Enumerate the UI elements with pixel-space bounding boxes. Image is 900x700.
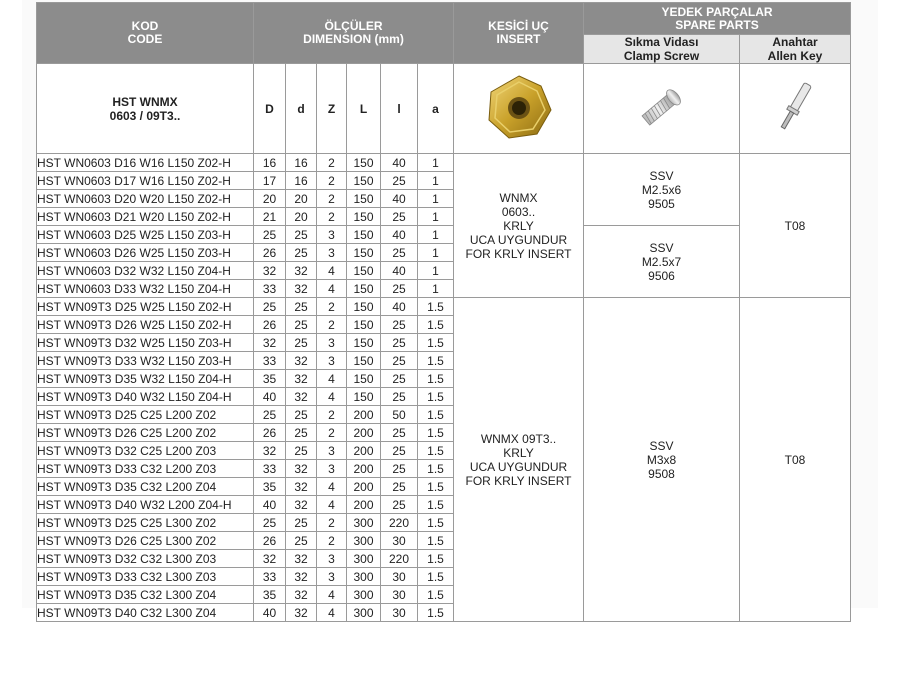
product-code: HST WN09T3 D32 C25 L200 Z03: [37, 442, 254, 460]
insert-header-en: INSERT: [496, 32, 541, 46]
dim-Z-value: 4: [317, 496, 347, 514]
clamp-screw-spec: [584, 298, 740, 622]
dim-Z-value: 3: [317, 334, 347, 352]
dim-L-value: 200: [347, 406, 381, 424]
dim-d-value: 25: [286, 298, 317, 316]
dim-D-value: 40: [254, 604, 286, 622]
dim-Z-value: 2: [317, 316, 347, 334]
dim-D-value: 17: [254, 172, 286, 190]
dim-D-value: 32: [254, 262, 286, 280]
dim-L-value: 200: [347, 478, 381, 496]
table-body: [37, 154, 851, 622]
insert-text-line: 0603..: [501, 204, 536, 219]
spare-header-en: SPARE PARTS: [675, 17, 759, 32]
series-name: HST WNMX: [112, 94, 178, 109]
insert-compatibility: [454, 154, 584, 298]
dim-a-value: 1.5: [418, 568, 454, 586]
product-code: HST WN09T3 D26 C25 L300 Z02: [37, 532, 254, 550]
dim-L-value: 200: [347, 442, 381, 460]
dim-L-value: 150: [347, 154, 381, 172]
clamp-screw-spec: [584, 154, 740, 226]
dim-l-value: 40: [381, 190, 418, 208]
table-row: [37, 298, 851, 316]
dim-L-value: 300: [347, 586, 381, 604]
screw-text-line: M2.5x7: [641, 254, 682, 269]
dim-col-D: D: [254, 64, 286, 154]
dim-a-value: 1.5: [418, 532, 454, 550]
product-code: HST WN0603 D26 W25 L150 Z03-H: [37, 244, 254, 262]
insert-text-line: UCA UYGUNDUR: [469, 232, 568, 247]
dim-Z-value: 3: [317, 568, 347, 586]
dim-L-value: 150: [347, 208, 381, 226]
dim-a-value: 1.5: [418, 550, 454, 568]
product-code: HST WN0603 D25 W25 L150 Z03-H: [37, 226, 254, 244]
dim-l-value: 25: [381, 370, 418, 388]
dim-Z-value: 3: [317, 550, 347, 568]
product-code: HST WN09T3 D35 W32 L150 Z04-H: [37, 370, 254, 388]
screw-icon: [627, 77, 697, 137]
dim-d-value: 32: [286, 370, 317, 388]
insert-text-line: UCA UYGUNDUR: [469, 459, 568, 474]
table-row: [37, 226, 851, 244]
dim-l-value: 25: [381, 352, 418, 370]
dimension-header-en: DIMENSION (mm): [303, 32, 404, 46]
screw-text-line: 9508: [648, 466, 675, 481]
dim-col-a: a: [418, 64, 454, 154]
dim-l-value: 25: [381, 424, 418, 442]
dim-D-value: 16: [254, 154, 286, 172]
product-code: HST WN09T3 D32 C32 L300 Z03: [37, 550, 254, 568]
dim-d-value: 32: [286, 496, 317, 514]
insert-text-line: WNMX: [499, 190, 538, 205]
dim-Z-value: 3: [317, 442, 347, 460]
dim-D-value: 33: [254, 352, 286, 370]
allen-key-spec: T08: [740, 298, 851, 622]
allen-key-spec: T08: [740, 154, 851, 298]
dim-l-value: 25: [381, 460, 418, 478]
insert-text-line: FOR KRLY INSERT: [465, 473, 572, 488]
insert-text-line: FOR KRLY INSERT: [465, 246, 572, 261]
dim-d-value: 20: [286, 208, 317, 226]
clamp-screw-image: [584, 64, 740, 154]
dim-D-value: 26: [254, 316, 286, 334]
dim-d-value: 25: [286, 424, 317, 442]
dim-L-value: 150: [347, 244, 381, 262]
dim-D-value: 40: [254, 388, 286, 406]
dim-L-value: 150: [347, 226, 381, 244]
dim-l-value: 25: [381, 334, 418, 352]
dim-l-value: 25: [381, 388, 418, 406]
dim-L-value: 200: [347, 460, 381, 478]
screw-text-line: M2.5x6: [641, 182, 682, 197]
dim-d-value: 16: [286, 154, 317, 172]
product-code: HST WN0603 D16 W16 L150 Z02-H: [37, 154, 254, 172]
dim-D-value: 32: [254, 442, 286, 460]
product-code: HST WN0603 D17 W16 L150 Z02-H: [37, 172, 254, 190]
dim-a-value: 1.5: [418, 370, 454, 388]
product-code: HST WN09T3 D40 W32 L200 Z04-H: [37, 496, 254, 514]
dim-D-value: 40: [254, 496, 286, 514]
product-code: HST WN0603 D21 W20 L150 Z02-H: [37, 208, 254, 226]
product-code: HST WN09T3 D32 W25 L150 Z03-H: [37, 334, 254, 352]
dim-D-value: 25: [254, 226, 286, 244]
series-sizes: 0603 / 09T3..: [109, 108, 181, 123]
dim-d-value: 25: [286, 442, 317, 460]
product-code: HST WN0603 D20 W20 L150 Z02-H: [37, 190, 254, 208]
screw-text-line: SSV: [649, 168, 674, 183]
insert-icon: [479, 72, 559, 142]
dim-l-value: 30: [381, 586, 418, 604]
product-code: HST WN09T3 D25 C25 L300 Z02: [37, 514, 254, 532]
insert-text-line: KRLY: [503, 218, 534, 233]
dim-L-value: 300: [347, 514, 381, 532]
product-code: HST WN09T3 D35 C32 L300 Z04: [37, 586, 254, 604]
dim-L-value: 300: [347, 550, 381, 568]
product-code: HST WN09T3 D40 C32 L300 Z04: [37, 604, 254, 622]
series-header: [37, 64, 254, 154]
dim-a-value: 1.5: [418, 298, 454, 316]
dim-a-value: 1.5: [418, 442, 454, 460]
clamp-screw-en: Clamp Screw: [623, 49, 700, 63]
product-table: [36, 2, 851, 622]
dim-D-value: 26: [254, 244, 286, 262]
dim-D-value: 25: [254, 298, 286, 316]
dim-D-value: 35: [254, 586, 286, 604]
dim-d-value: 25: [286, 316, 317, 334]
spare-header-tr: YEDEK PARÇALAR: [661, 4, 773, 19]
dim-d-value: 32: [286, 478, 317, 496]
dim-l-value: 25: [381, 316, 418, 334]
dim-L-value: 150: [347, 334, 381, 352]
dim-d-value: 32: [286, 550, 317, 568]
dim-a-value: 1.5: [418, 460, 454, 478]
product-code: HST WN09T3 D33 C32 L300 Z03: [37, 568, 254, 586]
dim-d-value: 32: [286, 586, 317, 604]
dim-a-value: 1.5: [418, 352, 454, 370]
dim-d-value: 16: [286, 172, 317, 190]
dim-Z-value: 2: [317, 406, 347, 424]
dim-l-value: 30: [381, 532, 418, 550]
screw-text-line: 9505: [648, 196, 675, 211]
dim-Z-value: 4: [317, 604, 347, 622]
dim-L-value: 200: [347, 496, 381, 514]
dim-a-value: 1: [418, 262, 454, 280]
dim-a-value: 1.5: [418, 424, 454, 442]
dim-Z-value: 4: [317, 478, 347, 496]
dim-l-value: 25: [381, 442, 418, 460]
product-code: HST WN09T3 D35 C32 L200 Z04: [37, 478, 254, 496]
dim-a-value: 1.5: [418, 478, 454, 496]
dim-Z-value: 2: [317, 190, 347, 208]
dim-l-value: 25: [381, 172, 418, 190]
dim-l-value: 25: [381, 244, 418, 262]
allen-key-en: Allen Key: [767, 49, 823, 63]
dim-d-value: 32: [286, 262, 317, 280]
dim-D-value: 32: [254, 550, 286, 568]
dim-l-value: 25: [381, 478, 418, 496]
dim-a-value: 1.5: [418, 316, 454, 334]
dim-L-value: 150: [347, 370, 381, 388]
dim-a-value: 1: [418, 154, 454, 172]
product-code: HST WN09T3 D25 W25 L150 Z02-H: [37, 298, 254, 316]
insert-text-line: WNMX 09T3..: [480, 431, 557, 446]
dim-L-value: 150: [347, 280, 381, 298]
dim-Z-value: 2: [317, 532, 347, 550]
dim-D-value: 32: [254, 334, 286, 352]
dim-L-value: 150: [347, 262, 381, 280]
dim-D-value: 20: [254, 190, 286, 208]
dim-d-value: 25: [286, 226, 317, 244]
dim-d-value: 25: [286, 514, 317, 532]
allen-key-header: [740, 35, 851, 64]
dim-l-value: 40: [381, 154, 418, 172]
dim-d-value: 20: [286, 190, 317, 208]
code-header: [37, 3, 254, 64]
dim-L-value: 150: [347, 388, 381, 406]
insert-compatibility: [454, 298, 584, 622]
dim-a-value: 1: [418, 244, 454, 262]
dim-l-value: 40: [381, 262, 418, 280]
dim-L-value: 150: [347, 316, 381, 334]
screw-text-line: 9506: [648, 268, 675, 283]
dim-a-value: 1.5: [418, 496, 454, 514]
dim-a-value: 1: [418, 226, 454, 244]
dim-d-value: 32: [286, 280, 317, 298]
dimension-header: [254, 3, 454, 64]
allen-key-icon: [770, 77, 820, 137]
dim-d-value: 32: [286, 568, 317, 586]
dim-d-value: 32: [286, 460, 317, 478]
product-code: HST WN09T3 D26 W25 L150 Z02-H: [37, 316, 254, 334]
insert-header-tr: KESİCİ UÇ: [488, 19, 549, 33]
screw-text-line: SSV: [649, 240, 674, 255]
product-code: HST WN0603 D32 W32 L150 Z04-H: [37, 262, 254, 280]
product-code: HST WN0603 D33 W32 L150 Z04-H: [37, 280, 254, 298]
dim-D-value: 26: [254, 424, 286, 442]
dim-Z-value: 4: [317, 370, 347, 388]
table-row: [37, 154, 851, 172]
spare-parts-header: [584, 3, 851, 35]
dim-Z-value: 4: [317, 280, 347, 298]
dim-L-value: 150: [347, 172, 381, 190]
dim-l-value: 40: [381, 298, 418, 316]
dim-D-value: 33: [254, 280, 286, 298]
dim-col-l: l: [381, 64, 418, 154]
dim-D-value: 35: [254, 478, 286, 496]
dim-l-value: 25: [381, 208, 418, 226]
dim-D-value: 25: [254, 514, 286, 532]
product-code: HST WN09T3 D40 W32 L150 Z04-H: [37, 388, 254, 406]
insert-image: [454, 64, 584, 154]
dim-d-value: 32: [286, 388, 317, 406]
dim-L-value: 200: [347, 424, 381, 442]
dim-D-value: 25: [254, 406, 286, 424]
dim-d-value: 25: [286, 532, 317, 550]
dim-L-value: 300: [347, 568, 381, 586]
dim-D-value: 26: [254, 532, 286, 550]
dim-Z-value: 4: [317, 586, 347, 604]
dim-Z-value: 3: [317, 226, 347, 244]
dim-d-value: 25: [286, 406, 317, 424]
dim-Z-value: 3: [317, 352, 347, 370]
dim-l-value: 220: [381, 514, 418, 532]
dim-l-value: 220: [381, 550, 418, 568]
dim-l-value: 30: [381, 604, 418, 622]
dim-l-value: 25: [381, 496, 418, 514]
dim-Z-value: 2: [317, 298, 347, 316]
insert-text-line: KRLY: [503, 445, 534, 460]
dim-Z-value: 4: [317, 388, 347, 406]
clamp-screw-tr: Sıkma Vidası: [624, 35, 699, 49]
dim-l-value: 50: [381, 406, 418, 424]
dim-d-value: 25: [286, 334, 317, 352]
dim-L-value: 150: [347, 298, 381, 316]
allen-key-tr: Anahtar: [772, 35, 818, 49]
clamp-screw-spec: [584, 226, 740, 298]
dim-a-value: 1.5: [418, 406, 454, 424]
dim-col-Z: Z: [317, 64, 347, 154]
product-code: HST WN09T3 D26 C25 L200 Z02: [37, 424, 254, 442]
dim-d-value: 32: [286, 604, 317, 622]
product-code: HST WN09T3 D33 W32 L150 Z03-H: [37, 352, 254, 370]
product-code: HST WN09T3 D33 C32 L200 Z03: [37, 460, 254, 478]
dim-a-value: 1: [418, 280, 454, 298]
dim-D-value: 35: [254, 370, 286, 388]
code-header-en: CODE: [127, 32, 163, 46]
dim-Z-value: 2: [317, 424, 347, 442]
dim-a-value: 1.5: [418, 334, 454, 352]
dim-Z-value: 4: [317, 262, 347, 280]
dim-col-d: d: [286, 64, 317, 154]
dim-D-value: 33: [254, 460, 286, 478]
dim-d-value: 32: [286, 352, 317, 370]
dim-l-value: 40: [381, 226, 418, 244]
dim-Z-value: 2: [317, 172, 347, 190]
dim-a-value: 1.5: [418, 388, 454, 406]
product-code: HST WN09T3 D25 C25 L200 Z02: [37, 406, 254, 424]
dim-a-value: 1: [418, 172, 454, 190]
dim-a-value: 1.5: [418, 586, 454, 604]
dim-d-value: 25: [286, 244, 317, 262]
dim-l-value: 25: [381, 280, 418, 298]
dim-L-value: 300: [347, 604, 381, 622]
dim-a-value: 1.5: [418, 514, 454, 532]
dim-l-value: 30: [381, 568, 418, 586]
dim-Z-value: 3: [317, 460, 347, 478]
dim-L-value: 150: [347, 352, 381, 370]
dim-L-value: 300: [347, 532, 381, 550]
dim-col-L: L: [347, 64, 381, 154]
code-header-tr: KOD: [131, 19, 159, 33]
dim-a-value: 1.5: [418, 604, 454, 622]
dim-Z-value: 2: [317, 154, 347, 172]
dim-a-value: 1: [418, 208, 454, 226]
dimension-header-tr: ÖLÇÜLER: [324, 19, 383, 33]
insert-header: [454, 3, 584, 64]
dim-L-value: 150: [347, 190, 381, 208]
dim-D-value: 21: [254, 208, 286, 226]
clamp-screw-header: [584, 35, 740, 64]
dim-Z-value: 2: [317, 514, 347, 532]
allen-key-image: [740, 64, 851, 154]
dim-Z-value: 3: [317, 244, 347, 262]
dim-a-value: 1: [418, 190, 454, 208]
screw-text-line: SSV: [649, 438, 674, 453]
screw-text-line: M3x8: [646, 452, 677, 467]
dim-Z-value: 2: [317, 208, 347, 226]
dim-D-value: 33: [254, 568, 286, 586]
